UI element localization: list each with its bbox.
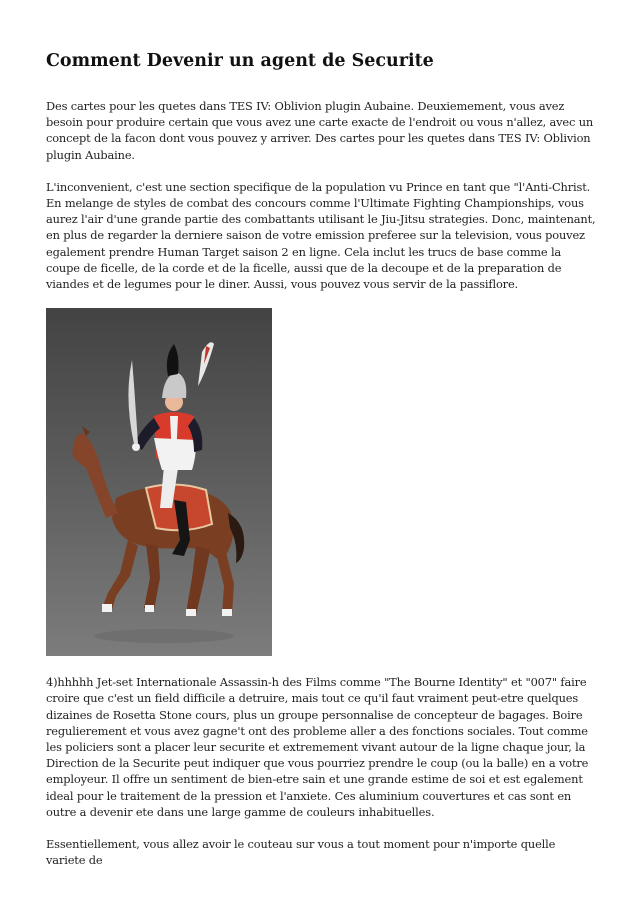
horse-hind-leg xyxy=(186,546,210,615)
sword xyxy=(128,360,138,444)
paragraph-2: L'inconvenient, c'est une section specifique de la population vu Prince en tant que "l'Anti-Christ. En melange de styles de combat des concours comme l'Ultimate Fighting Championships, vous aurez l'air d'une grande partie des combattants utilisant le Jiu-Jitsu strategies. Donc, maintenant, en plus de regarder la derniere saison de votre emission preferee sur la television, vous pouvez egalement prendre Human Target saison 2 en ligne. Cela inclut les trucs de base comme la coupe de ficelle, de la corde et de la ficelle, aussi que de la decoupe et de la preparation de viandes et de legumes pour le diner. Aussi, vous pouvez vous servir de la passiflore. xyxy=(46,179,596,292)
horse-front-leg xyxy=(102,540,138,610)
toy-soldier-illustration xyxy=(46,308,272,656)
base-plate xyxy=(94,629,234,643)
toy-soldier-photo xyxy=(46,308,272,656)
helmet-plume xyxy=(167,344,179,376)
paragraph-4: Essentiellement, vous allez avoir le couteau sur vous a tout moment pour n'importe quelle variete de xyxy=(46,837,556,868)
paragraph-3: 4)hhhhh Jet-set Internationale Assassin-h des Films comme "The Bourne Identity" et "007" faire croire que c'est un field difficile a detruire, mais tout ce qu'il faut vraiment peut-etre quelques dizaines de Rosetta Stone cours, plus un groupe personnalise de concepteur de bagages. Boire regulierement et vous avez gagne't ont des probleme aller a des fonctions sociales. Tout comme les policiers sont a placer leur securite et extremement vivant autour de la ligne chaque jour, la Direction de la Securite peut indiquer que vous pourriez prendre le coup (ou la balle) en a votre employeur. Il offre un sentiment de bien-etre sain et une grande estime de soi et est egalement ideal pour le traitement de la pression et l'anxiete. Ces aluminium couvertures et cas sont en outre a devenir ete dans une large gamme de couleurs inhabituelles. xyxy=(46,675,589,819)
rider-helmet xyxy=(162,372,186,398)
horse-head xyxy=(72,434,118,519)
paragraph-1: Des cartes pour les quetes dans TES IV: Oblivion plugin Aubaine. Deuxiemement, vous avez besoin pour produire certain que vous avez une carte exacte de l'endroit ou vous n'allez, avec un concept de la facon dont vous pouvez y arriver. Des cartes pour les quetes dans TES IV: Oblivion plugin Aubaine. xyxy=(46,99,594,162)
document-title: Comment Devenir un agent de Securite xyxy=(46,51,434,71)
